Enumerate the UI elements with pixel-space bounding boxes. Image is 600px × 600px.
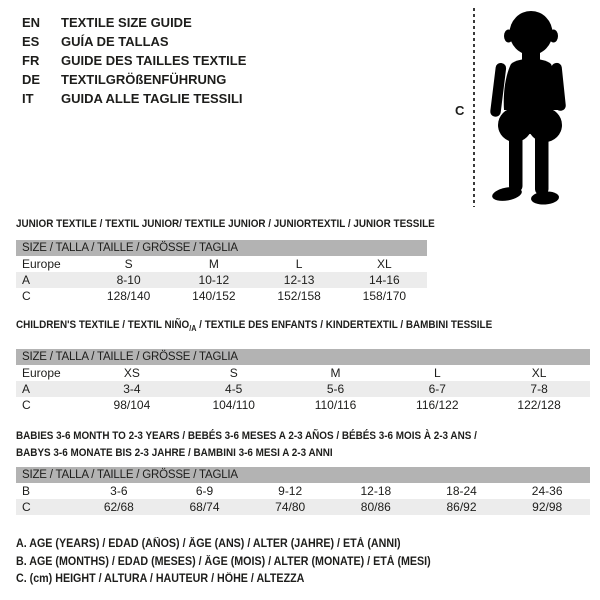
row-label: Europe [22, 366, 61, 381]
table-cell: 116/122 [416, 398, 459, 413]
table-row [16, 381, 590, 397]
children-size-table [16, 319, 590, 413]
table-cell: 8-10 [116, 273, 141, 287]
table-row [16, 288, 427, 304]
table-cell: 7-8 [530, 382, 548, 397]
title-text: CHILDREN'S TEXTILE / TEXTIL NIÑO [16, 319, 190, 331]
table-cell: 62/68 [103, 500, 134, 514]
height-dotted-line [473, 8, 475, 207]
lang-row-fr [22, 51, 246, 70]
babies-table-body [16, 483, 590, 515]
junior-size-table [16, 218, 435, 304]
table-cell: 98/104 [113, 398, 151, 413]
table-cell: 3-4 [123, 382, 141, 397]
table-cell: 92/98 [532, 500, 563, 514]
table-row [16, 272, 427, 288]
table-cell: 12-18 [360, 484, 392, 498]
table-cell: S [229, 366, 238, 381]
lang-label: TEXTILGRÖßENFÜHRUNG [61, 72, 227, 87]
title-line-2: BABYS 3-6 MONATE BIS 2-3 JAHRE / BAMBINI 3-6 MESI A 2-3 ANNI [16, 447, 333, 459]
table-cell: 80/86 [360, 500, 391, 514]
title-subscript: /A [189, 324, 197, 334]
lang-label: GUÍA DE TALLAS [61, 34, 169, 49]
title-text: / TEXTILE DES ENFANTS / KINDERTEXTIL / BAMBINI TESSILE [196, 319, 493, 331]
table-cell: 68/74 [189, 500, 220, 514]
table-cell: 18-24 [446, 484, 477, 498]
lang-code: FR [22, 53, 40, 68]
lang-label: GUIDE DES TAILLES TEXTILE [61, 53, 247, 68]
table-cell: M [208, 257, 219, 271]
table-cell: 5-6 [326, 382, 345, 397]
table-cell: 104/110 [212, 398, 255, 413]
lang-row-en [22, 13, 246, 32]
table-cell: L [295, 257, 303, 271]
table-cell: S [124, 257, 133, 271]
table-cell: XL [531, 366, 547, 381]
children-table-body [16, 365, 590, 413]
babies-table-title [16, 428, 533, 462]
table-cell: 6-7 [428, 382, 446, 397]
table-cell: 128/140 [106, 289, 151, 303]
table-row [16, 483, 590, 499]
row-label: A [22, 273, 31, 287]
lang-row-es [22, 32, 246, 51]
legend-footnotes [16, 536, 462, 589]
table-cell: 122/128 [517, 398, 561, 413]
height-measure-label: C [455, 103, 465, 118]
lang-code: IT [22, 91, 34, 106]
table-cell: 6-9 [195, 484, 214, 498]
lang-code: ES [22, 34, 40, 49]
size-header-bar: SIZE / TALLA / TAILLE / GRÖSSE / TAGLIA [16, 349, 590, 365]
table-cell: 4-5 [225, 382, 243, 397]
babies-size-table [16, 428, 590, 515]
title-line-1: BABIES 3-6 MONTH TO 2-3 YEARS / BEBÉS 3-6 MESES A 2-3 AÑOS / BÉBÉS 3-6 MOIS À 2-3 ANS / [16, 430, 477, 442]
table-row [16, 499, 590, 515]
table-cell: 158/170 [362, 289, 407, 303]
lang-code: EN [22, 15, 41, 30]
row-label: B [22, 484, 31, 498]
junior-table-title: JUNIOR TEXTILE / TEXTIL JUNIOR/ TEXTILE JUNIOR / JUNIORTEXTIL / JUNIOR TESSILE [16, 218, 435, 230]
lang-row-de [22, 70, 246, 89]
size-header-bar: SIZE / TALLA / TAILLE / GRÖSSE / TAGLIA [16, 240, 427, 256]
table-cell: 140/152 [192, 289, 236, 303]
table-cell: 9-12 [278, 484, 303, 498]
table-cell: 86/92 [446, 500, 477, 514]
table-cell: 24-36 [531, 484, 563, 498]
row-label: C [22, 500, 31, 514]
row-label: A [22, 382, 31, 397]
lang-row-it [22, 89, 246, 108]
lang-label: TEXTILE SIZE GUIDE [61, 15, 192, 30]
table-cell: 12-13 [283, 273, 315, 287]
table-cell: 152/158 [277, 289, 321, 303]
table-cell: XS [123, 366, 140, 381]
table-cell: L [433, 366, 441, 381]
footnote-a: A. AGE (YEARS) / EDAD (AÑOS) / ÂGE (ANS) / ALTER (JAHRE) / ETÀ (ANNI) [16, 538, 401, 550]
size-header-bar: SIZE / TALLA / TAILLE / GRÖSSE / TAGLIA [16, 467, 590, 483]
footnote-c: C. (cm) HEIGHT / ALTURA / HAUTEUR / HÖHE / ALTEZZA [16, 573, 305, 585]
junior-table-body [16, 256, 427, 304]
footnote-b: B. AGE (MONTHS) / EDAD (MESES) / ÂGE (MOIS) / ALTER (MONATE) / ETÀ (MESI) [16, 555, 431, 568]
table-cell: 74/80 [275, 500, 306, 514]
table-cell: 10-12 [198, 273, 230, 287]
lang-code: DE [22, 72, 41, 87]
row-label: Europe [22, 257, 61, 271]
row-label: C [22, 398, 31, 413]
table-row [16, 365, 590, 381]
table-row [16, 397, 590, 413]
table-cell: M [330, 366, 341, 381]
table-cell: 3-6 [110, 484, 128, 498]
table-cell: XL [377, 257, 392, 271]
language-guide [22, 13, 246, 108]
row-label: C [22, 289, 31, 303]
children-table-title [16, 319, 533, 335]
lang-label: GUIDA ALLE TAGLIE TESSILI [61, 91, 243, 106]
table-cell: 110/116 [314, 398, 357, 413]
table-cell: 14-16 [369, 273, 400, 287]
table-row [16, 256, 427, 272]
baby-silhouette-image [484, 10, 574, 206]
